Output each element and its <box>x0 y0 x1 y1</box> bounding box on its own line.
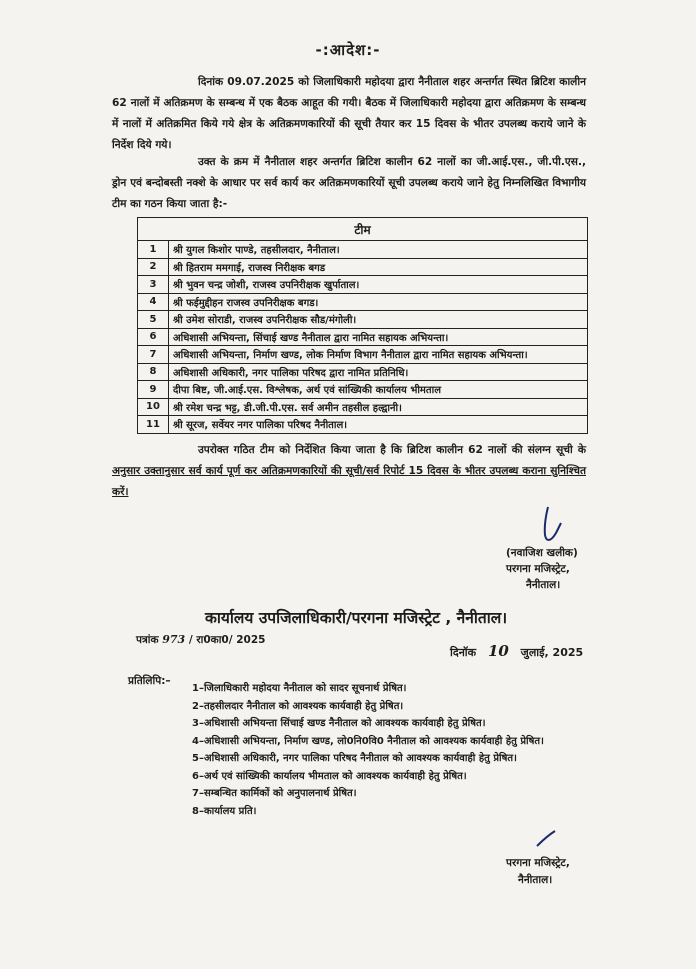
table-row <box>138 398 588 416</box>
patrank-label: पत्रांक <box>136 634 159 646</box>
signature-block-1 <box>506 545 606 593</box>
serial-cell: 4 <box>138 293 169 311</box>
dinank-month-year: जुलाई, 2025 <box>520 646 584 659</box>
serial-cell: 10 <box>138 398 169 416</box>
table-row <box>138 258 588 276</box>
signature-mark-2 <box>535 828 559 850</box>
member-cell: श्री फईमुद्दीहन राजस्व उपनिरीक्षक बगड। <box>169 293 588 311</box>
serial-cell: 1 <box>138 241 169 259</box>
serial-cell: 6 <box>138 328 169 346</box>
team-table <box>137 217 588 434</box>
list-item: 6–अर्थ एवं सांख्यिकी कार्यालय भीमताल को आवश्यक कार्यवाही हेतु प्रेषित। <box>192 770 467 782</box>
table-row <box>138 293 588 311</box>
list-item: 7–सम्बन्धित कार्मिकों को अनुपालनार्थ प्रेषित। <box>192 788 357 799</box>
table-row <box>138 276 588 294</box>
dinank-label: दिनॉक <box>450 646 477 659</box>
table-row <box>138 363 588 381</box>
list-item: 2–तहसीलदार नैनीताल को आवश्यक कार्यवाही हेतु प्रेषित। <box>192 700 404 712</box>
member-cell: श्री सूरज, सर्वेयर नगर पालिका परिषद नैनीताल। <box>169 416 588 434</box>
signatory-title-2: परगना मजिस्ट्रेट, <box>506 857 570 869</box>
list-item: 1–जिलाधिकारी महोदया नैनीताल को सादर सूचनार्थ प्रेषित। <box>192 683 407 694</box>
order-paragraph-1 <box>112 72 586 156</box>
team-table-header: टीम <box>138 218 588 241</box>
member-cell: अधिशासी अभियन्ता, निर्माण खण्ड, लोक निर्माण विभाग नैनीताल द्वारा नामित सहायक अभियन्ता। <box>169 346 588 364</box>
order-paragraph-2-text: उक्त के क्रम में नैनीताल शहर अन्तर्गत ब्रिटिश कालीन 62 नालों का जी.आई.एस., जी.पी.एस., ड्रोन एवं बन्दोबस्ती नक्शे के आधार पर सर्व कार्य कर अतिक्रमणकारियों सूची उपलब्ध कराये जाने हेतु निम्नलिखित विभागीय टीम का गठन किया जाता है:- <box>112 156 586 210</box>
signatory-title: परगना मजिस्ट्रेट, <box>506 563 570 575</box>
member-cell: श्री उमेश सोराडी, राजस्व उपनिरीक्षक सौड/मंगोली। <box>169 311 588 329</box>
table-row <box>138 381 588 399</box>
member-cell: श्री युगल किशोर पाण्डे, तहसीलदार, नैनीताल। <box>169 241 588 259</box>
serial-cell: 7 <box>138 346 169 364</box>
list-item: 3–अधिशासी अभियन्ता सिंचाई खण्ड नैनीताल को आवश्यक कार्यवाही हेतु प्रेषित। <box>192 718 486 729</box>
serial-cell: 5 <box>138 311 169 329</box>
order-paragraph-3-underlined: अनुसार उक्तानुसार सर्व कार्य पूर्ण कर अतिक्रमणकारियों की सूची/सर्व रिपोर्ट 15 दिवस के भीतर उपलब्ध कराना सुनिश्चित करें। <box>112 465 586 498</box>
serial-cell: 8 <box>138 363 169 381</box>
office-title: कार्यालय उपजिलाधिकारी/परगना मजिस्ट्रेट , नैनीताल। <box>205 609 508 627</box>
patrank-line <box>136 633 265 647</box>
table-row <box>138 311 588 329</box>
dinank-day: 10 <box>487 642 509 660</box>
order-paragraph-1-text: दिनांक 09.07.2025 को जिलाधिकारी महोदया द्वारा नैनीताल शहर अन्तर्गत स्थित ब्रिटिश कालीन 62 नालों में अतिक्रमण के सम्बन्ध में एक बैठक आहूत की गयी। बैठक में जिलाधिकारी महोदया द्वारा अतिक्रमण के सम्बन्ध में नालों में अतिक्रमित किये गये क्षेत्र के अतिक्रमणकारियों की सूची तैयार कर 15 दिवस के भीतर उपलब्ध कराये जाने के निर्देश दिये गये। <box>112 76 586 151</box>
order-paragraph-2 <box>112 152 586 215</box>
signatory-place-2: नैनीताल। <box>518 874 553 886</box>
team-table-header-row <box>138 218 588 241</box>
table-row <box>138 346 588 364</box>
order-heading: -:आदेश:- <box>315 41 381 59</box>
serial-cell: 2 <box>138 258 169 276</box>
patrank-suffix: / रा0का0/ 2025 <box>188 634 266 646</box>
serial-cell: 3 <box>138 276 169 294</box>
order-paragraph-3 <box>112 440 586 503</box>
serial-cell: 11 <box>138 416 169 434</box>
signatory-name: (नवाजिश खलीक) <box>506 547 578 559</box>
table-row <box>138 241 588 259</box>
member-cell: अधिशासी अधिकारी, नगर पालिका परिषद द्वारा नामित प्रतिनिधि। <box>169 363 588 381</box>
member-cell: अधिशासी अभियन्ता, सिंचाई खण्ड नैनीताल द्वारा नामित सहायक अभियन्ता। <box>169 328 588 346</box>
serial-cell: 9 <box>138 381 169 399</box>
order-paragraph-3-text: उपरोक्त गठित टीम को निर्देशित किया जाता है कि ब्रिटिश कालीन 62 नालों की संलग्न सूची के <box>198 444 586 456</box>
table-row <box>138 328 588 346</box>
signatory-place: नैनीताल। <box>526 579 561 591</box>
dinank-line <box>450 642 583 660</box>
signature-block-2 <box>506 855 606 889</box>
copy-list <box>192 680 572 820</box>
member-cell: श्री रमेश चन्द्र भट्ट, डी.जी.पी.एस. सर्व अमीन तहसील हल्द्वानी। <box>169 398 588 416</box>
table-row <box>138 416 588 434</box>
member-cell: श्री हितराम ममगाई, राजस्व निरीक्षक बगड <box>169 258 588 276</box>
list-item: 4–अधिशासी अभियन्ता, निर्माण खण्ड, लो0नि0वि0 नैनीताल को आवश्यक कार्यवाही हेतु प्रेषित। <box>192 735 544 747</box>
list-item: 8–कार्यालय प्रति। <box>192 805 257 817</box>
member-cell: श्री भुवन चन्द्र जोशी, राजस्व उपनिरीक्षक खुर्पाताल। <box>169 276 588 294</box>
list-item: 5–अधिशासी अधिकारी, नगर पालिका परिषद नैनीताल को आवश्यक कार्यवाही हेतु प्रेषित। <box>192 753 517 764</box>
member-cell: दीपा बिष्ट, जी.आई.एस. विश्लेषक, अर्थ एवं सांख्यिकी कार्यालय भीमताल <box>169 381 588 399</box>
patrank-number: 973 <box>162 633 186 646</box>
pratilipi-label: प्रतिलिपि:– <box>128 675 171 687</box>
signature-mark <box>534 505 564 549</box>
